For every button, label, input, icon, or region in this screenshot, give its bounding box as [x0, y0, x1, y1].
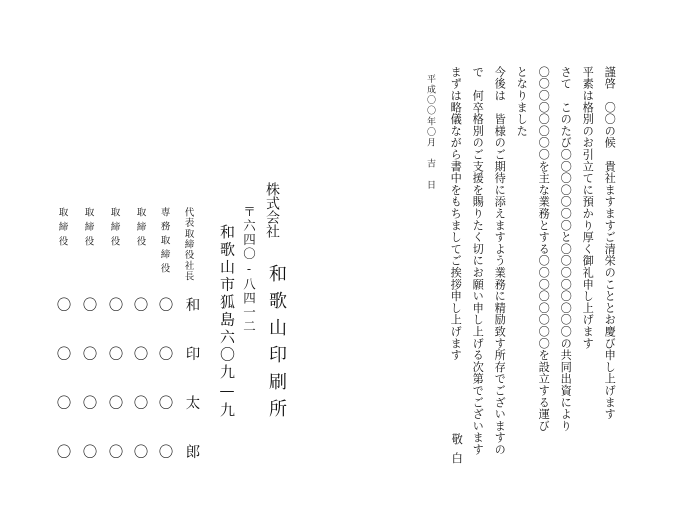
letter-line: で 何卒格別のご支援を賜りたく切にお願い申し上げる次第でございます — [471, 66, 485, 456]
closing-word: 敬白 — [450, 433, 464, 472]
officer-title: 代表取締役社長 — [182, 207, 194, 282]
company-name: 和歌山印刷所 — [266, 264, 287, 426]
officer-title: 取締役 — [56, 207, 68, 251]
officer-name: 〇 〇 〇 〇 — [80, 297, 97, 469]
letter-line: となりました — [515, 66, 529, 137]
letter-line: 〇〇〇〇〇〇〇〇を主な業務とする〇〇〇〇〇〇〇〇を設立する運び — [537, 66, 551, 432]
letter-line: まずは略儀ながら書中をもちましてご挨拶申し上げます — [449, 66, 463, 361]
letter-line: さて このたび〇〇〇〇〇〇〇と〇〇〇〇〇〇〇〇の共同出資により — [559, 66, 573, 432]
officer-name: 〇 〇 〇 〇 — [54, 297, 71, 469]
officer-name: 和 印 太 郎 — [183, 297, 200, 469]
officer-name: 〇 〇 〇 〇 — [106, 297, 123, 469]
company-address: 和歌山市狐島六〇九—九 — [218, 224, 236, 420]
officer-title: 取締役 — [108, 207, 120, 251]
officer-name: 〇 〇 〇 〇 — [156, 297, 173, 469]
letter-date: 平成〇〇年〇月 吉 日 — [425, 74, 435, 191]
letter-line: 平素は格別のお引立てに預かり厚く御礼申し上げます — [581, 66, 595, 350]
officer-title: 取締役 — [134, 207, 146, 251]
company-prefix: 株式会社 — [264, 182, 280, 238]
officer-name: 〇 〇 〇 〇 — [131, 297, 148, 469]
officer-title: 取締役 — [82, 207, 94, 251]
postal-code: 〒六四〇-八四一二 — [241, 205, 257, 334]
letter-line: 今後は 皆様のご期待に添えますよう業務に精励致す所存でございますの — [493, 66, 507, 456]
officer-title: 専務取締役 — [158, 207, 170, 277]
letter-line: 謹啓 〇〇の候 貴社ますますご清栄のこととお慶び申し上げます — [603, 66, 617, 420]
